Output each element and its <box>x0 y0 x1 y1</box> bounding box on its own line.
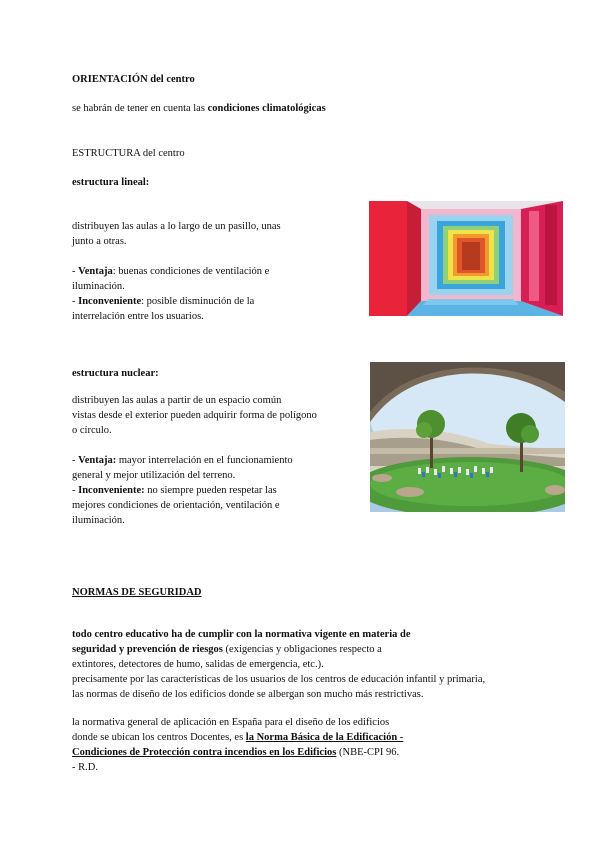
nuclear-desc-line-3: o círculo. <box>72 425 112 436</box>
nuclear-inconveniente-line-1: - Inconveniente: no siempre pueden respetar las <box>72 485 277 496</box>
courtyard-photo <box>370 362 565 512</box>
nuclear-desc-line-1: distribuyen las aulas a partir de un espacio común <box>72 395 282 406</box>
lineal-desc-line-2: junto a otras. <box>72 236 127 247</box>
normas-p2-line-3: Condiciones de Protección contra incendios en los Edificios (NBE-CPI 96. <box>72 747 400 758</box>
orientacion-text: se habrán de tener en cuenta las <box>72 103 208 114</box>
corridor-photo <box>369 201 563 316</box>
lineal-heading-block <box>72 175 149 190</box>
orientacion-line <box>72 101 326 116</box>
lineal-ventaja-line-2: iluminación. <box>72 281 125 292</box>
nuclear-ventaja-line-2: general y mejor utilización del terreno. <box>72 470 236 481</box>
nuclear-heading-block <box>72 366 159 381</box>
lineal-ventaja-line-1: - Ventaja: buenas condiciones de ventilación e <box>72 266 270 277</box>
courtyard-image <box>370 362 565 512</box>
lineal-desc-line-1: distribuyen las aulas a lo largo de un pasillo, unas <box>72 221 281 232</box>
normas-p1-line-5: las normas de diseño de los edificios donde se albergan son mucho más restrictivas. <box>72 689 424 700</box>
normas-p1-line-4: precisamente por las características de los usuarios de los centros de educación infantil y primaria, <box>72 674 486 685</box>
normas-p2-line-4: - R.D. <box>72 762 98 773</box>
orientacion-section <box>72 72 195 87</box>
nuclear-ventaja-line-1: - Ventaja: mayor interrelación en el funcionamiento <box>72 455 293 466</box>
estructura-title-block <box>72 146 185 161</box>
lineal-description <box>72 219 281 324</box>
normas-p2-line-2: donde se ubican los centros Docentes, es la Norma Básica de la Edificación - <box>72 732 404 743</box>
lineal-ventaja-label: Ventaja <box>78 266 113 277</box>
nuclear-desc-line-2: vistas desde el exterior pueden adquirir forma de polígono <box>72 410 317 421</box>
lineal-inconveniente-line-1: - Inconveniente: posible disminución de la <box>72 296 255 307</box>
normas-title: NORMAS DE SEGURIDAD <box>72 587 202 598</box>
condiciones-proteccion-link[interactable]: Condiciones de Protección contra incendios en los Edificios <box>72 747 337 758</box>
nuclear-ventaja-label: Ventaja: <box>78 455 117 466</box>
normas-p1-line-3: extintores, detectores de humo, salidas de emergencia, etc.). <box>72 659 324 670</box>
normas-p1-line-1: todo centro educativo ha de cumplir con la normativa vigente en materia de <box>72 629 411 640</box>
normas-p2-line-1: la normativa general de aplicación en España para el diseño de los edificios <box>72 717 390 728</box>
lineal-inconveniente-line-2: interrelación entre los usuarios. <box>72 311 204 322</box>
norma-basica-link[interactable]: la Norma Básica de la Edificación - <box>245 732 404 743</box>
corridor-image <box>369 201 563 316</box>
nuclear-inconveniente-line-3: iluminación. <box>72 515 125 526</box>
lineal-heading: estructura lineal: <box>72 177 150 188</box>
normas-title-block <box>72 585 202 600</box>
orientacion-title: ORIENTACIÓN del centro <box>72 74 195 85</box>
nuclear-heading: estructura nuclear: <box>72 368 159 379</box>
nuclear-inconveniente-label: Inconveniente: <box>78 485 145 496</box>
normas-paragraph-2 <box>72 715 403 775</box>
nuclear-inconveniente-line-2: mejores condiciones de orientación, ventilación e <box>72 500 280 511</box>
normas-p1-line-2: seguridad y prevención de riesgos (exigencias y obligaciones respecto a <box>72 644 382 655</box>
estructura-title: ESTRUCTURA del centro <box>72 148 185 159</box>
nuclear-description <box>72 393 317 528</box>
condiciones-climatologicas: condiciones climatológicas <box>207 103 326 114</box>
normas-paragraph-1 <box>72 627 485 702</box>
lineal-inconveniente-label: Inconveniente <box>78 296 142 307</box>
